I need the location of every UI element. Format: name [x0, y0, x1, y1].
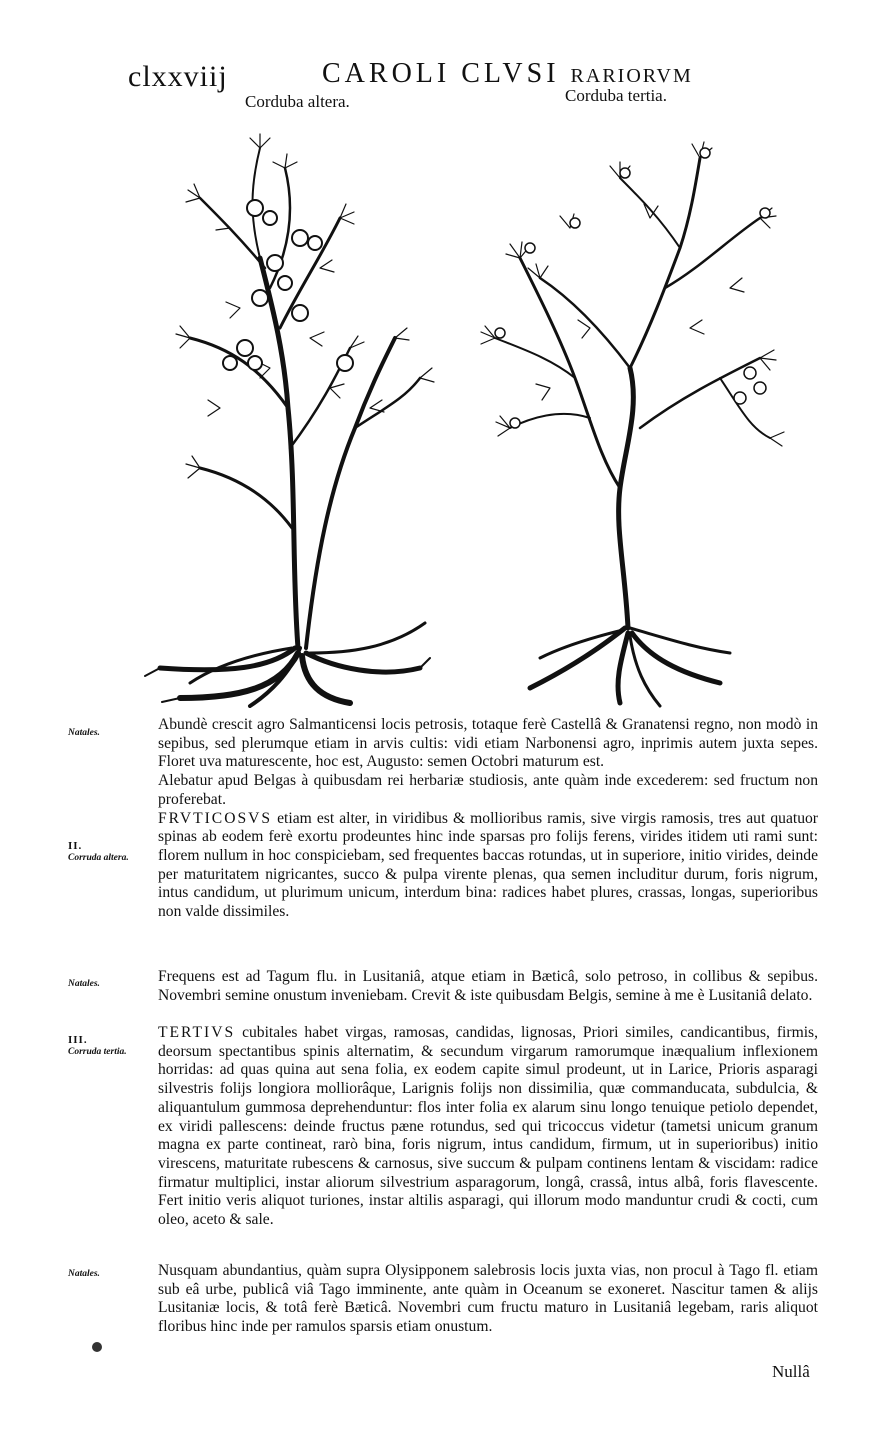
margin-note-natales-3: Natales. [68, 1269, 100, 1279]
running-head-main: CAROLI CLVSI [322, 58, 560, 89]
woodcut-plant-right [481, 142, 784, 706]
paragraph-description-third-text: cubitales habet virgas, ramosas, candidas, lignosas, Priori similes, candicantibus, firmis, deorsum spectantibus spinis alternatim, & secundum virgarum ramorumque inæqualium inflexionem horridas: ad quas quina aut sena folia, ex eodem capite simul prodeunt, ut in Larice, Prioris asparagi silvestris folijs longiora molliorâque, Larignis folijs non dissimilia, quæ commanducata, subdulcia, & aliquantulum gummosa deprehenduntur: flos inter folia ex alarum sinu longo tenuique petiolo dependet, ex viridi pallescens: deinde fructus pæne rotundus, sed qui tricoccus videtur (tametsi unicum granum magna ex parte contineat, rarò bina, foris nigrum, intus candidum, firmum, ut in superioribus) initio virescens, maturitate rubescens & carnosus, sive succum & pulpam continens lentam & viscidam: radice firmatur multiplici, instar aliorum silvestrium asparagorum, longâ, crassâ, intus albâ, foris flavescente. Fert initio veris aliquot turiones, instar altilis asparagi, qui illorum modo manduntur crudi & cocti, cum oleo, aceto & sale. [158, 1024, 818, 1229]
body-text-block-4 [158, 1262, 818, 1337]
body-text-block-1 [158, 716, 818, 922]
folio-number: clxxviij [128, 60, 228, 93]
lead-word-fruticosus: FRVTICOSVS [158, 809, 273, 827]
paragraph-description-third [158, 1024, 818, 1230]
paragraph-description-second [158, 810, 818, 922]
margin-note-natales-1: Natales. [68, 728, 100, 738]
margin-note-corruda-altera-label: Corruda altera. [68, 853, 129, 863]
margin-note-corruda-altera [68, 840, 138, 864]
margin-note-corruda-tertia-label: Corruda tertia. [68, 1047, 127, 1057]
woodcut-plant-left [145, 134, 434, 706]
margin-note-natales-2: Natales. [68, 979, 100, 989]
plate-caption-left: Corduba altera. [245, 92, 350, 111]
lead-word-tertius: TERTIVS [158, 1024, 236, 1041]
paragraph-habitat-3: Nusquam abundantius, quàm supra Olysipponem salebrosis locis juxta vias, non procul à Tago fl. etiam sub eâ urbe, publicâ viâ Tago imminente, ante quàm in Oceanum se exoneret. Nascitur tamen & alijs Lusitaniæ locis, & totâ ferè Bæticâ. Novembri cum fructu maturo in Lusitaniâ legebam, raris aliquot floribus hinc inde per ramulos sparsis etiam onustum. [158, 1262, 818, 1336]
paragraph-habitat-2: Frequens est ad Tagum flu. in Lusitaniâ, atque etiam in Bæticâ, solo petroso, in collibus & sepibus. Novembri semine onustum inveniebam. Crevit & iste quibusdam Belgis, semine à me è Lusitaniâ delato. [158, 968, 818, 1004]
running-head-small: RARIORVM [570, 65, 693, 87]
plate-caption-right: Corduba tertia. [565, 86, 667, 105]
paragraph-belgium-note: Alebatur apud Belgas à quibusdam rei herbariæ studiosis, ante quàm inde excederem: sed fructum non proferebat. [158, 772, 818, 808]
ink-spot [92, 1342, 102, 1352]
paragraph-description-second-text: etiam est alter, in viridibus & mollioribus ramis, sive virgis ramosis, tres aut quatuor spinas ab eodem ferè exortu prodeuntes hinc inde sparsas pro folijs ferens, virides itidem uti rami sunt: florem nullum in hoc conspiciebam, sed frequentes baccas rotundas, ut in superiore, initio virides, deinde per maturitatem nigricantes, succo & pulpa virente plenas, qua semen includitur durum, foris nigrum, intus candidum, ut plurimum unicum, interdum bina: radices habet plures, crassas, longas, superioribus non valde dissimiles. [158, 809, 818, 921]
body-text-block-3 [158, 1024, 818, 1230]
paragraph-habitat-1: Abundè crescit agro Salmanticensi locis petrosis, totaque ferè Castellâ & Granatensi regno, non modò in sepibus, sed plerumque etiam in arvis cultis: vidi etiam Narbonensi agro, inprimis autem juxta sepes. Floret uva maturescente, hoc est, Augusto: semen Octobri maturum est. [158, 716, 818, 771]
margin-note-number-3: III. [68, 1034, 88, 1046]
body-text-block-2 [158, 968, 818, 1005]
margin-note-corruda-tertia [68, 1034, 138, 1058]
catchword: Nullâ [772, 1362, 810, 1381]
woodcut-illustrations [120, 108, 820, 708]
margin-note-number-2: II. [68, 840, 83, 852]
